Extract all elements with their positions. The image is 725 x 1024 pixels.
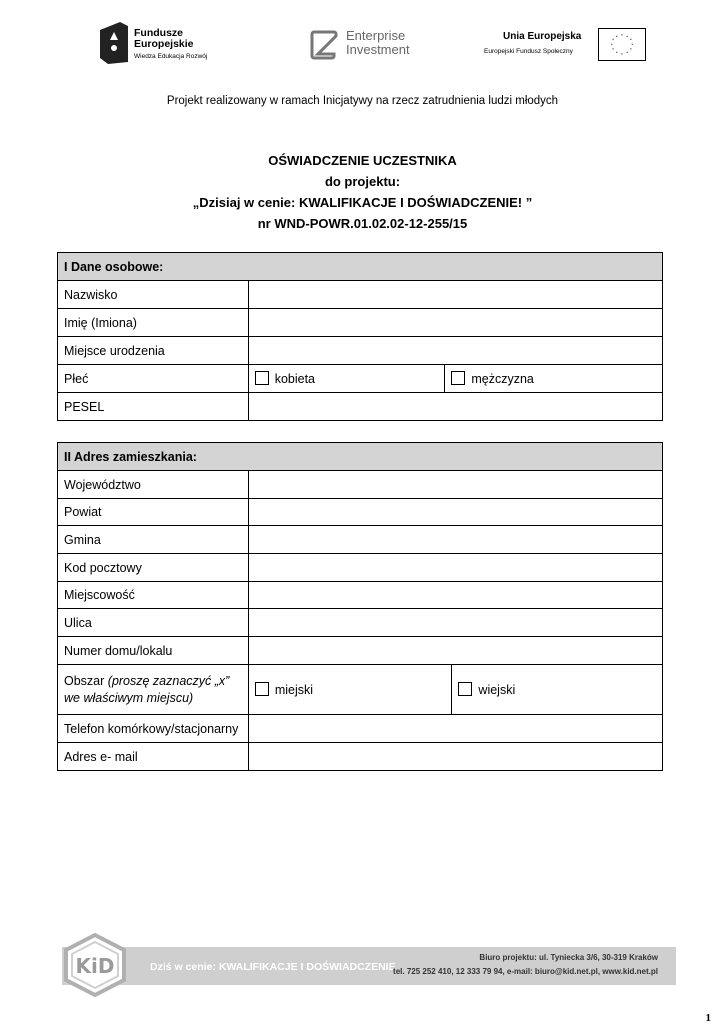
label-miejsce-urodzenia: Miejsce urodzenia bbox=[58, 337, 249, 365]
enterprise-investment-logo bbox=[308, 28, 428, 64]
label-plec: Płeć bbox=[58, 365, 249, 393]
ei-mark-icon bbox=[308, 28, 340, 60]
label-obszar bbox=[58, 665, 249, 715]
kid-logo-icon bbox=[62, 933, 128, 997]
area-option-wiejski[interactable] bbox=[452, 665, 663, 715]
area-option-miejski[interactable] bbox=[248, 665, 452, 715]
svg-text:*: * bbox=[629, 38, 632, 43]
label-wojewodztwo: Województwo bbox=[58, 471, 249, 499]
ei-logo-text: Enterprise Investment bbox=[346, 28, 410, 57]
svg-text:*: * bbox=[615, 50, 618, 55]
option-label: mężczyzna bbox=[471, 371, 534, 386]
svg-text:*: * bbox=[626, 34, 629, 39]
checkbox-icon[interactable] bbox=[458, 682, 472, 696]
field-kod-pocztowy[interactable] bbox=[248, 554, 662, 582]
field-telefon[interactable] bbox=[248, 715, 662, 743]
svg-text:*: * bbox=[612, 38, 615, 43]
field-miejsce-urodzenia[interactable] bbox=[248, 337, 662, 365]
svg-text:*: * bbox=[629, 47, 632, 52]
option-label: miejski bbox=[274, 682, 314, 697]
option-label: wiejski bbox=[478, 682, 516, 697]
fe-logo-subtitle: Wiedza Edukacja Rozwój bbox=[134, 53, 208, 60]
svg-text:*: * bbox=[615, 34, 618, 39]
label-imie: Imię (Imiona) bbox=[58, 309, 249, 337]
gender-option-kobieta[interactable] bbox=[248, 365, 445, 393]
svg-text:*: * bbox=[626, 50, 629, 55]
unia-europejska-logo bbox=[484, 28, 654, 64]
field-numer-domu[interactable] bbox=[248, 637, 662, 665]
fe-flag-icon bbox=[100, 22, 128, 64]
field-gmina[interactable] bbox=[248, 526, 662, 554]
label-telefon: Telefon komórkowy/stacjonarny bbox=[58, 715, 249, 743]
ue-logo-subtitle: Europejski Fundusz Społeczny bbox=[484, 48, 573, 55]
obszar-label: Obszar bbox=[64, 673, 105, 688]
label-numer-domu: Numer domu/lokalu bbox=[58, 637, 249, 665]
field-miejscowosc[interactable] bbox=[248, 582, 662, 609]
field-wojewodztwo[interactable] bbox=[248, 471, 662, 499]
label-gmina: Gmina bbox=[58, 526, 249, 554]
svg-text:*: * bbox=[621, 52, 623, 57]
label-miejscowosc: Miejscowość bbox=[58, 582, 249, 609]
eu-flag-icon bbox=[598, 28, 646, 61]
obszar-hint: (proszę zaznaczyć „x” we właściwym miejscu) bbox=[64, 673, 230, 705]
fe-logo-text: Fundusze Europejskie bbox=[134, 27, 194, 50]
svg-text:*: * bbox=[612, 47, 615, 52]
checkbox-icon[interactable] bbox=[255, 682, 269, 696]
project-info-line: Projekt realizowany w ramach Inicjatywy na rzecz zatrudnienia ludzi młodych bbox=[166, 95, 559, 107]
section2-header: II Adres zamieszkania: bbox=[58, 443, 663, 471]
checkbox-icon[interactable] bbox=[255, 371, 269, 385]
field-imie[interactable] bbox=[248, 309, 662, 337]
address-table bbox=[57, 442, 663, 771]
label-powiat: Powiat bbox=[58, 499, 249, 526]
label-ulica: Ulica bbox=[58, 609, 249, 637]
personal-data-table bbox=[57, 252, 663, 421]
label-pesel: PESEL bbox=[58, 393, 249, 421]
footer-slogan: Dziś w cenie: KWALIFIKACJE I DOŚWIADCZENIE bbox=[150, 961, 396, 973]
gender-option-mezczyzna[interactable] bbox=[445, 365, 663, 393]
page-number: 1 bbox=[705, 1012, 711, 1024]
label-email: Adres e- mail bbox=[58, 743, 249, 771]
title-line-1: OŚWIADCZENIE UCZESTNIKA bbox=[268, 153, 457, 168]
label-nazwisko: Nazwisko bbox=[58, 281, 249, 309]
section1-header: I Dane osobowe: bbox=[58, 253, 663, 281]
title-line-4: nr WND-POWR.01.02.02-12-255/15 bbox=[257, 216, 468, 231]
footer-banner bbox=[62, 933, 676, 997]
title-line-3: „Dzisiaj w cenie: KWALIFIKACJE I DOŚWIADCZENIE! ” bbox=[192, 195, 533, 210]
field-powiat[interactable] bbox=[248, 499, 662, 526]
footer-address: Biuro projektu: ul. Tyniecka 3/6, 30-319 Kraków tel. 725 252 410, 12 333 79 94, e-mail: biuro@kid.net.pl, www.kid.net.pl bbox=[393, 953, 658, 976]
field-ulica[interactable] bbox=[248, 609, 662, 637]
checkbox-icon[interactable] bbox=[451, 371, 465, 385]
fundusze-europejskie-logo bbox=[100, 22, 230, 68]
field-email[interactable] bbox=[248, 743, 662, 771]
field-nazwisko[interactable] bbox=[248, 281, 662, 309]
label-kod-pocztowy: Kod pocztowy bbox=[58, 554, 249, 582]
svg-text:KiD: KiD bbox=[75, 954, 115, 978]
title-line-2: do projektu: bbox=[324, 174, 401, 189]
field-pesel[interactable] bbox=[248, 393, 662, 421]
document-title bbox=[0, 150, 725, 234]
svg-text:*: * bbox=[631, 42, 634, 47]
ue-logo-title: Unia Europejska bbox=[503, 31, 582, 42]
option-label: kobieta bbox=[274, 371, 315, 386]
svg-text:*: * bbox=[610, 42, 613, 47]
svg-text:*: * bbox=[621, 33, 623, 38]
